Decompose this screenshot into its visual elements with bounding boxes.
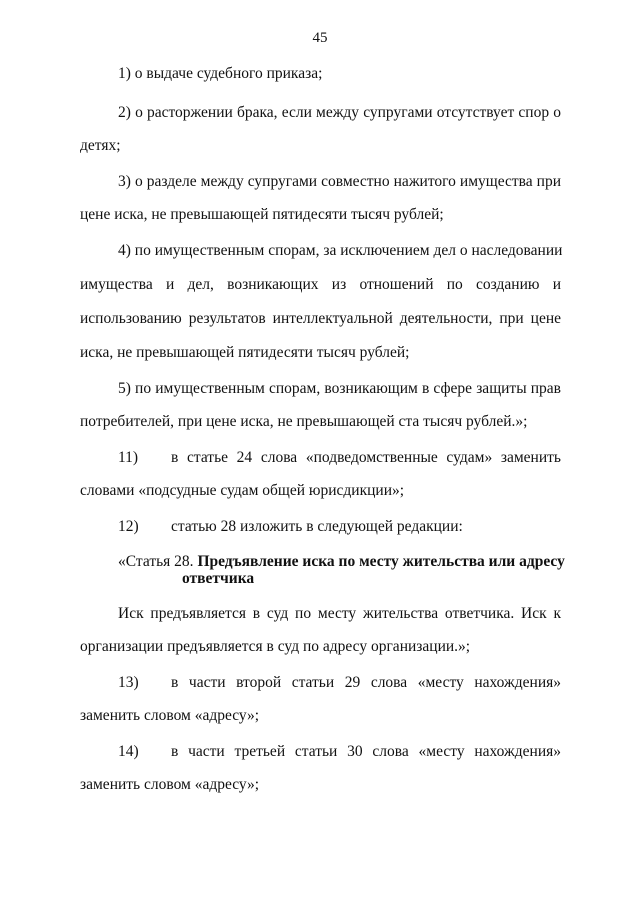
amendment-12-text: статью 28 изложить в следующей редакции: (171, 518, 463, 535)
article-prefix: «Статья 28. (118, 553, 194, 570)
amendment-11-line-2: словами «подсудные судам общей юрисдикции»; (80, 482, 405, 499)
article-body-line-1: Иск предъявляется в суд по месту жительства ответчика. Иск к (118, 605, 561, 622)
item-2-line-2: детях; (80, 137, 121, 154)
article-body-line-2: организации предъявляется в суд по адресу организации.»; (80, 638, 471, 655)
item-4-line-1: 4) по имущественным спорам, за исключением дел о наследовании (118, 242, 563, 259)
item-3-line-1: 3) о разделе между супругами совместно нажитого имущества при (118, 173, 561, 190)
amendment-11-number: 11) (118, 449, 139, 466)
amendment-13-line-2: заменить словом «адресу»; (80, 707, 260, 724)
article-title: Предъявление иска по месту жительства или адресу (197, 553, 565, 570)
amendment-11-text: в статье 24 слова «подведомственные судам» заменить (171, 449, 561, 466)
item-4-line-4: иска, не превышающей пятидесяти тысяч рублей; (80, 344, 410, 361)
amendment-14-number: 14) (118, 743, 139, 760)
item-2-line-1: 2) о расторжении брака, если между супругами отсутствует спор о (118, 104, 561, 121)
item-4-line-3: использованию результатов интеллектуальной деятельности, при цене (80, 310, 561, 327)
amendment-14-text: в части третьей статьи 30 слова «месту нахождения» (171, 743, 561, 760)
item-5-line-2: потребителей, при цене иска, не превышающей ста тысяч рублей.»; (80, 413, 528, 430)
page-number: 45 (312, 30, 328, 46)
amendment-13-number: 13) (118, 674, 139, 691)
article-title-continuation: ответчика (182, 570, 255, 587)
amendment-14-line-2: заменить словом «адресу»; (80, 776, 260, 793)
item-1-line: 1) о выдаче судебного приказа; (118, 65, 323, 82)
amendment-13-line-1 (118, 673, 561, 693)
item-4-line-2: имущества и дел, возникающих из отношений по созданию и (80, 276, 561, 293)
item-5-line-1: 5) по имущественным спорам, возникающим в сфере защиты прав (118, 380, 561, 397)
amendment-12-number: 12) (118, 518, 139, 535)
amendment-11-line-1 (118, 448, 561, 468)
amendment-13-text: в части второй статьи 29 слова «месту нахождения» (171, 674, 561, 691)
amendment-14-line-1 (118, 742, 561, 762)
item-3-line-2: цене иска, не превышающей пятидесяти тысяч рублей; (80, 206, 444, 223)
amendment-12-line (118, 517, 561, 537)
